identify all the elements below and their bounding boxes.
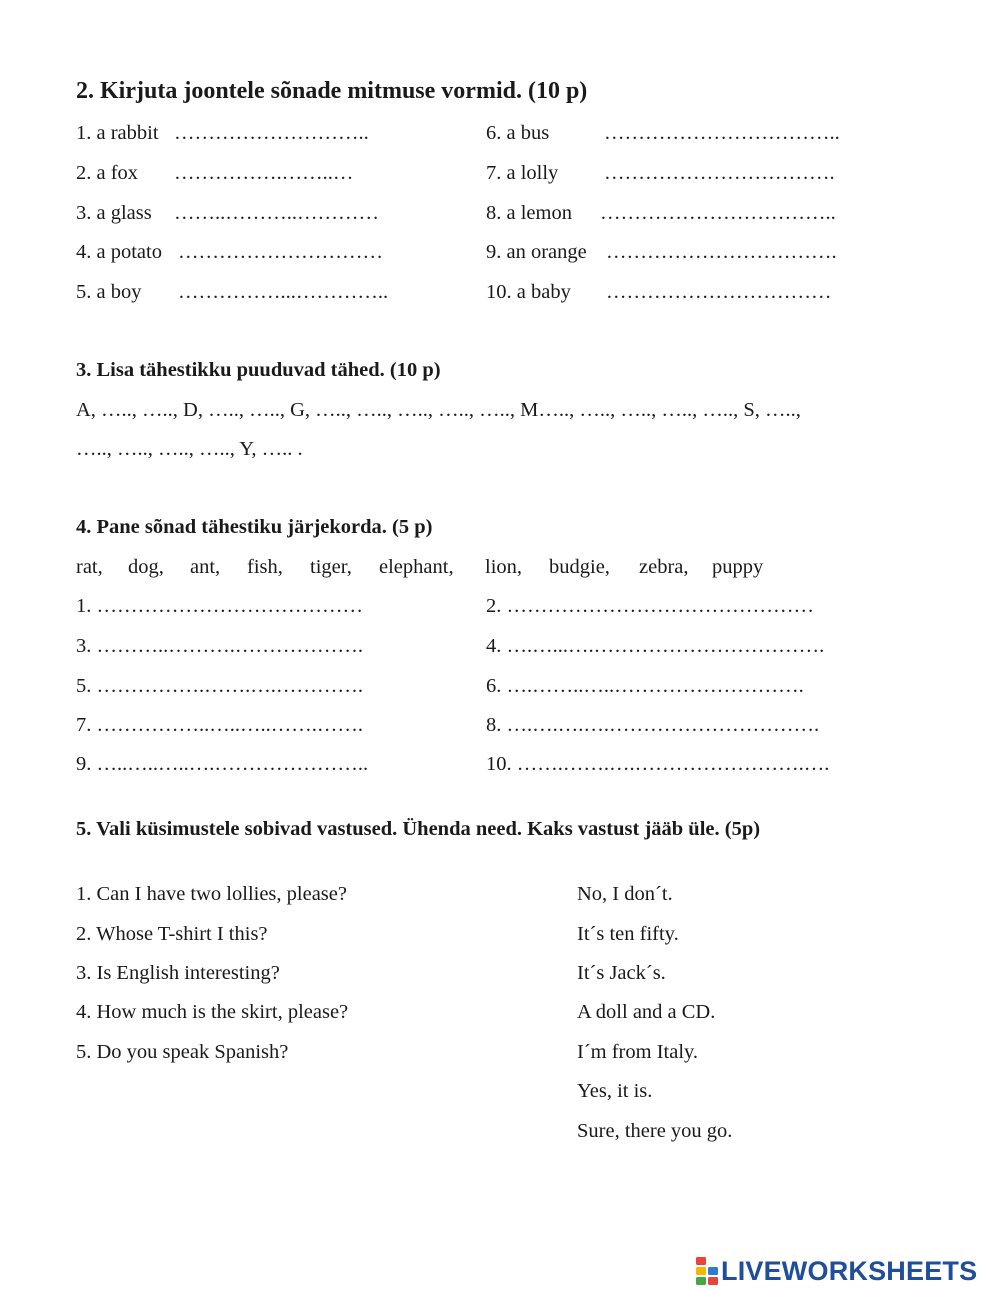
s2-item-3-label: 3. a glass (76, 202, 152, 224)
section4-title: 4. Pane sõnad tähestiku järjekorda. (5 p) (76, 516, 433, 538)
s2-item-5-blank[interactable]: ……………...………….. (178, 281, 389, 303)
s2-item-1-blank[interactable]: ……………………….. (174, 122, 369, 144)
s2-item-7-blank[interactable]: ……………………………. (604, 162, 835, 184)
word-puppy: puppy (712, 556, 764, 578)
word-rat: rat, (76, 556, 103, 578)
s2-item-5-label: 5. a boy (76, 281, 142, 303)
order-blank-3[interactable]: 3. ………..……….………………. (76, 635, 363, 657)
s2-item-10-label: 10. a baby (486, 281, 571, 303)
question-2[interactable]: 2. Whose T-shirt I this? (76, 923, 268, 945)
s2-item-9-label: 9. an orange (486, 241, 587, 263)
order-blank-6[interactable]: 6. ….……..…..………………………. (486, 675, 804, 697)
order-blank-2[interactable]: 2. ……………………………………… (486, 595, 814, 617)
word-fish: fish, (247, 556, 283, 578)
s2-item-8-label: 8. a lemon (486, 202, 572, 224)
section5-title: 5. Vali küsimustele sobivad vastused. Ühenda need. Kaks vastust jääb üle. (5p) (76, 818, 761, 840)
word-zebra: zebra, (639, 556, 689, 578)
s2-item-6-blank[interactable]: …………………………….. (604, 122, 840, 144)
order-blank-5[interactable]: 5. …………….…….….…………. (76, 675, 363, 697)
answer-1[interactable]: No, I don´t. (577, 883, 673, 905)
word-elephant: elephant, (379, 556, 454, 578)
section3-title: 3. Lisa tähestikku puuduvad tähed. (10 p) (76, 359, 441, 381)
s2-item-9-blank[interactable]: ……………………………. (606, 241, 837, 263)
s2-item-4-label: 4. a potato (76, 241, 162, 263)
answer-7[interactable]: Sure, there you go. (577, 1120, 733, 1142)
question-4[interactable]: 4. How much is the skirt, please? (76, 1001, 349, 1023)
order-blank-9[interactable]: 9. …..…..…..….………………….. (76, 753, 369, 775)
liveworksheets-blocks-icon (696, 1257, 718, 1285)
word-lion: lion, (485, 556, 523, 578)
order-blank-8[interactable]: 8. ….….….….…………………………. (486, 714, 820, 736)
s2-item-4-blank[interactable]: ………………………… (178, 241, 383, 263)
word-dog: dog, (128, 556, 164, 578)
question-5[interactable]: 5. Do you speak Spanish? (76, 1041, 289, 1063)
order-blank-1[interactable]: 1. ………………………………… (76, 595, 363, 617)
answer-4[interactable]: A doll and a CD. (577, 1001, 716, 1023)
question-1[interactable]: 1. Can I have two lollies, please? (76, 883, 347, 905)
liveworksheets-logo-text: LIVEWORKSHEETS (721, 1255, 978, 1286)
word-ant: ant, (190, 556, 221, 578)
alphabet-line-2[interactable]: ….., ….., ….., ….., Y, ….. . (76, 438, 303, 460)
order-blank-10[interactable]: 10. …….…….….…………………….…. (486, 753, 830, 775)
s2-item-3-blank[interactable]: ……..………..………… (174, 202, 379, 224)
order-blank-4[interactable]: 4. ….…...….……………………………. (486, 635, 825, 657)
word-budgie: budgie, (549, 556, 610, 578)
answer-5[interactable]: I´m from Italy. (577, 1041, 699, 1063)
alphabet-line-1[interactable]: A, ….., ….., D, ….., ….., G, ….., ….., ….., ….., ….., M….., ….., ….., ….., ….., S, ….., (76, 399, 801, 421)
s2-item-2-label: 2. a fox (76, 162, 139, 184)
section2-title: 2. Kirjuta joontele sõnade mitmuse vormid. (10 p) (76, 78, 588, 104)
answer-3[interactable]: It´s Jack´s. (577, 962, 666, 984)
liveworksheets-logo (696, 1254, 977, 1288)
s2-item-7-label: 7. a lolly (486, 162, 559, 184)
s2-item-2-blank[interactable]: …………….……..… (174, 162, 354, 184)
answer-6[interactable]: Yes, it is. (577, 1080, 653, 1102)
order-blank-7[interactable]: 7. ……………..…..…..…….……. (76, 714, 363, 736)
answer-2[interactable]: It´s ten fifty. (577, 923, 679, 945)
s2-item-10-blank[interactable]: …………………………… (606, 281, 832, 303)
word-tiger: tiger, (310, 556, 352, 578)
s2-item-6-label: 6. a bus (486, 122, 550, 144)
s2-item-8-blank[interactable]: …………………………….. (600, 202, 836, 224)
s2-item-1-label: 1. a rabbit (76, 122, 159, 144)
question-3[interactable]: 3. Is English interesting? (76, 962, 280, 984)
